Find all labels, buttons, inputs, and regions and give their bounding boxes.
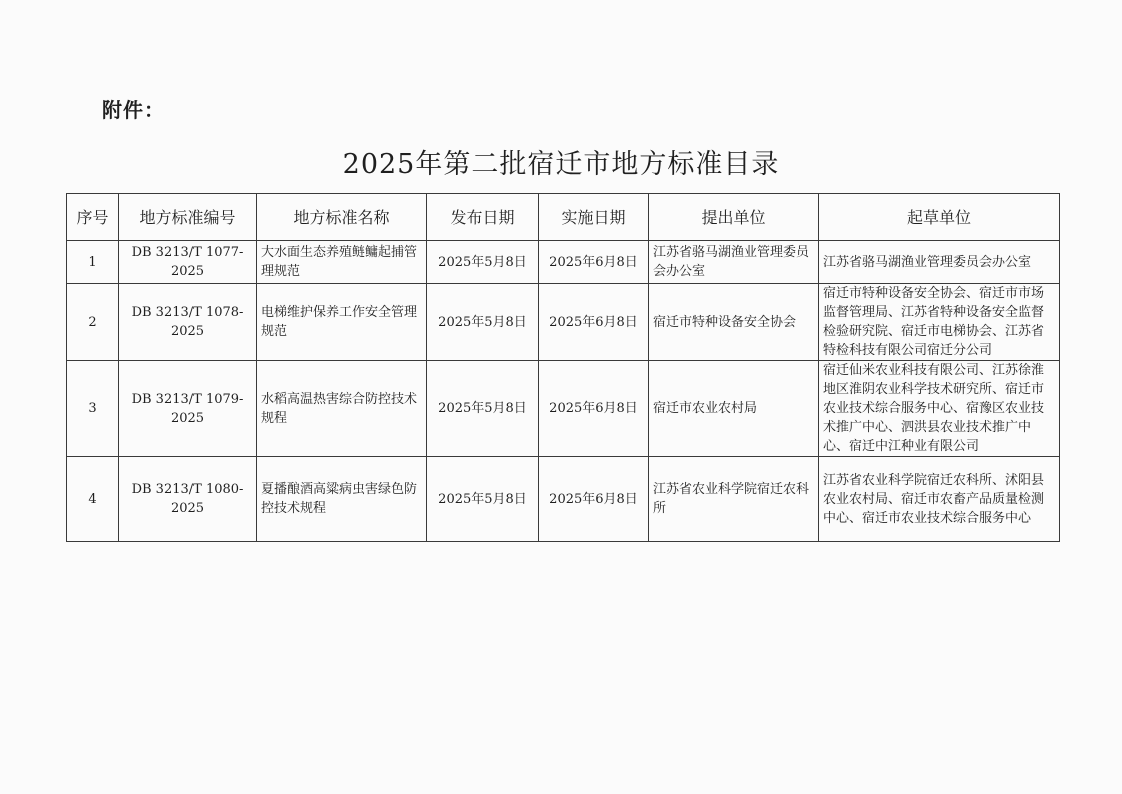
proposer: 宿迁市农业农村局 <box>649 361 819 457</box>
drafter: 江苏省骆马湖渔业管理委员会办公室 <box>819 241 1060 284</box>
table-row <box>67 284 1060 361</box>
row-no: 2 <box>67 284 119 361</box>
standard-code: DB 3213/T 1080-2025 <box>119 457 257 542</box>
standard-name: 大水面生态养殖鲢鳙起捕管理规范 <box>257 241 427 284</box>
publish-date: 2025年5月8日 <box>427 361 539 457</box>
standard-code: DB 3213/T 1077-2025 <box>119 241 257 284</box>
drafter: 宿迁仙米农业科技有限公司、江苏徐淮地区淮阴农业科学技术研究所、宿迁市农业技术综合服务中心、宿豫区农业技术推广中心、泗洪县农业技术推广中心、宿迁中江种业有限公司 <box>819 361 1060 457</box>
header-name: 地方标准名称 <box>257 194 427 241</box>
proposer: 宿迁市特种设备安全协会 <box>649 284 819 361</box>
effective-date: 2025年6月8日 <box>539 241 649 284</box>
effective-date: 2025年6月8日 <box>539 284 649 361</box>
publish-date: 2025年5月8日 <box>427 457 539 542</box>
standard-name: 电梯维护保养工作安全管理规范 <box>257 284 427 361</box>
document-title: 2025年第二批宿迁市地方标准目录 <box>342 149 780 180</box>
drafter: 江苏省农业科学院宿迁农科所、沭阳县农业农村局、宿迁市农畜产品质量检测中心、宿迁市农业技术综合服务中心 <box>819 457 1060 542</box>
drafter: 宿迁市特种设备安全协会、宿迁市市场监督管理局、江苏省特种设备安全监督检验研究院、宿迁市电梯协会、江苏省特检科技有限公司宿迁分公司 <box>819 284 1060 361</box>
standards-table <box>66 193 1060 542</box>
standard-name: 水稻高温热害综合防控技术规程 <box>257 361 427 457</box>
row-no: 4 <box>67 457 119 542</box>
row-no: 3 <box>67 361 119 457</box>
table-row <box>67 241 1060 284</box>
header-proposer: 提出单位 <box>649 194 819 241</box>
header-code: 地方标准编号 <box>119 194 257 241</box>
header-no: 序号 <box>67 194 119 241</box>
effective-date: 2025年6月8日 <box>539 457 649 542</box>
table-row <box>67 457 1060 542</box>
effective-date: 2025年6月8日 <box>539 361 649 457</box>
publish-date: 2025年5月8日 <box>427 284 539 361</box>
proposer: 江苏省骆马湖渔业管理委员会办公室 <box>649 241 819 284</box>
attachment-label: 附件： <box>102 98 165 122</box>
standard-code: DB 3213/T 1078-2025 <box>119 284 257 361</box>
header-effective-date: 实施日期 <box>539 194 649 241</box>
table-row <box>67 361 1060 457</box>
header-publish-date: 发布日期 <box>427 194 539 241</box>
table-header-row <box>67 194 1060 241</box>
publish-date: 2025年5月8日 <box>427 241 539 284</box>
standard-name: 夏播酿酒高粱病虫害绿色防控技术规程 <box>257 457 427 542</box>
header-drafter: 起草单位 <box>819 194 1060 241</box>
proposer: 江苏省农业科学院宿迁农科所 <box>649 457 819 542</box>
standard-code: DB 3213/T 1079-2025 <box>119 361 257 457</box>
row-no: 1 <box>67 241 119 284</box>
